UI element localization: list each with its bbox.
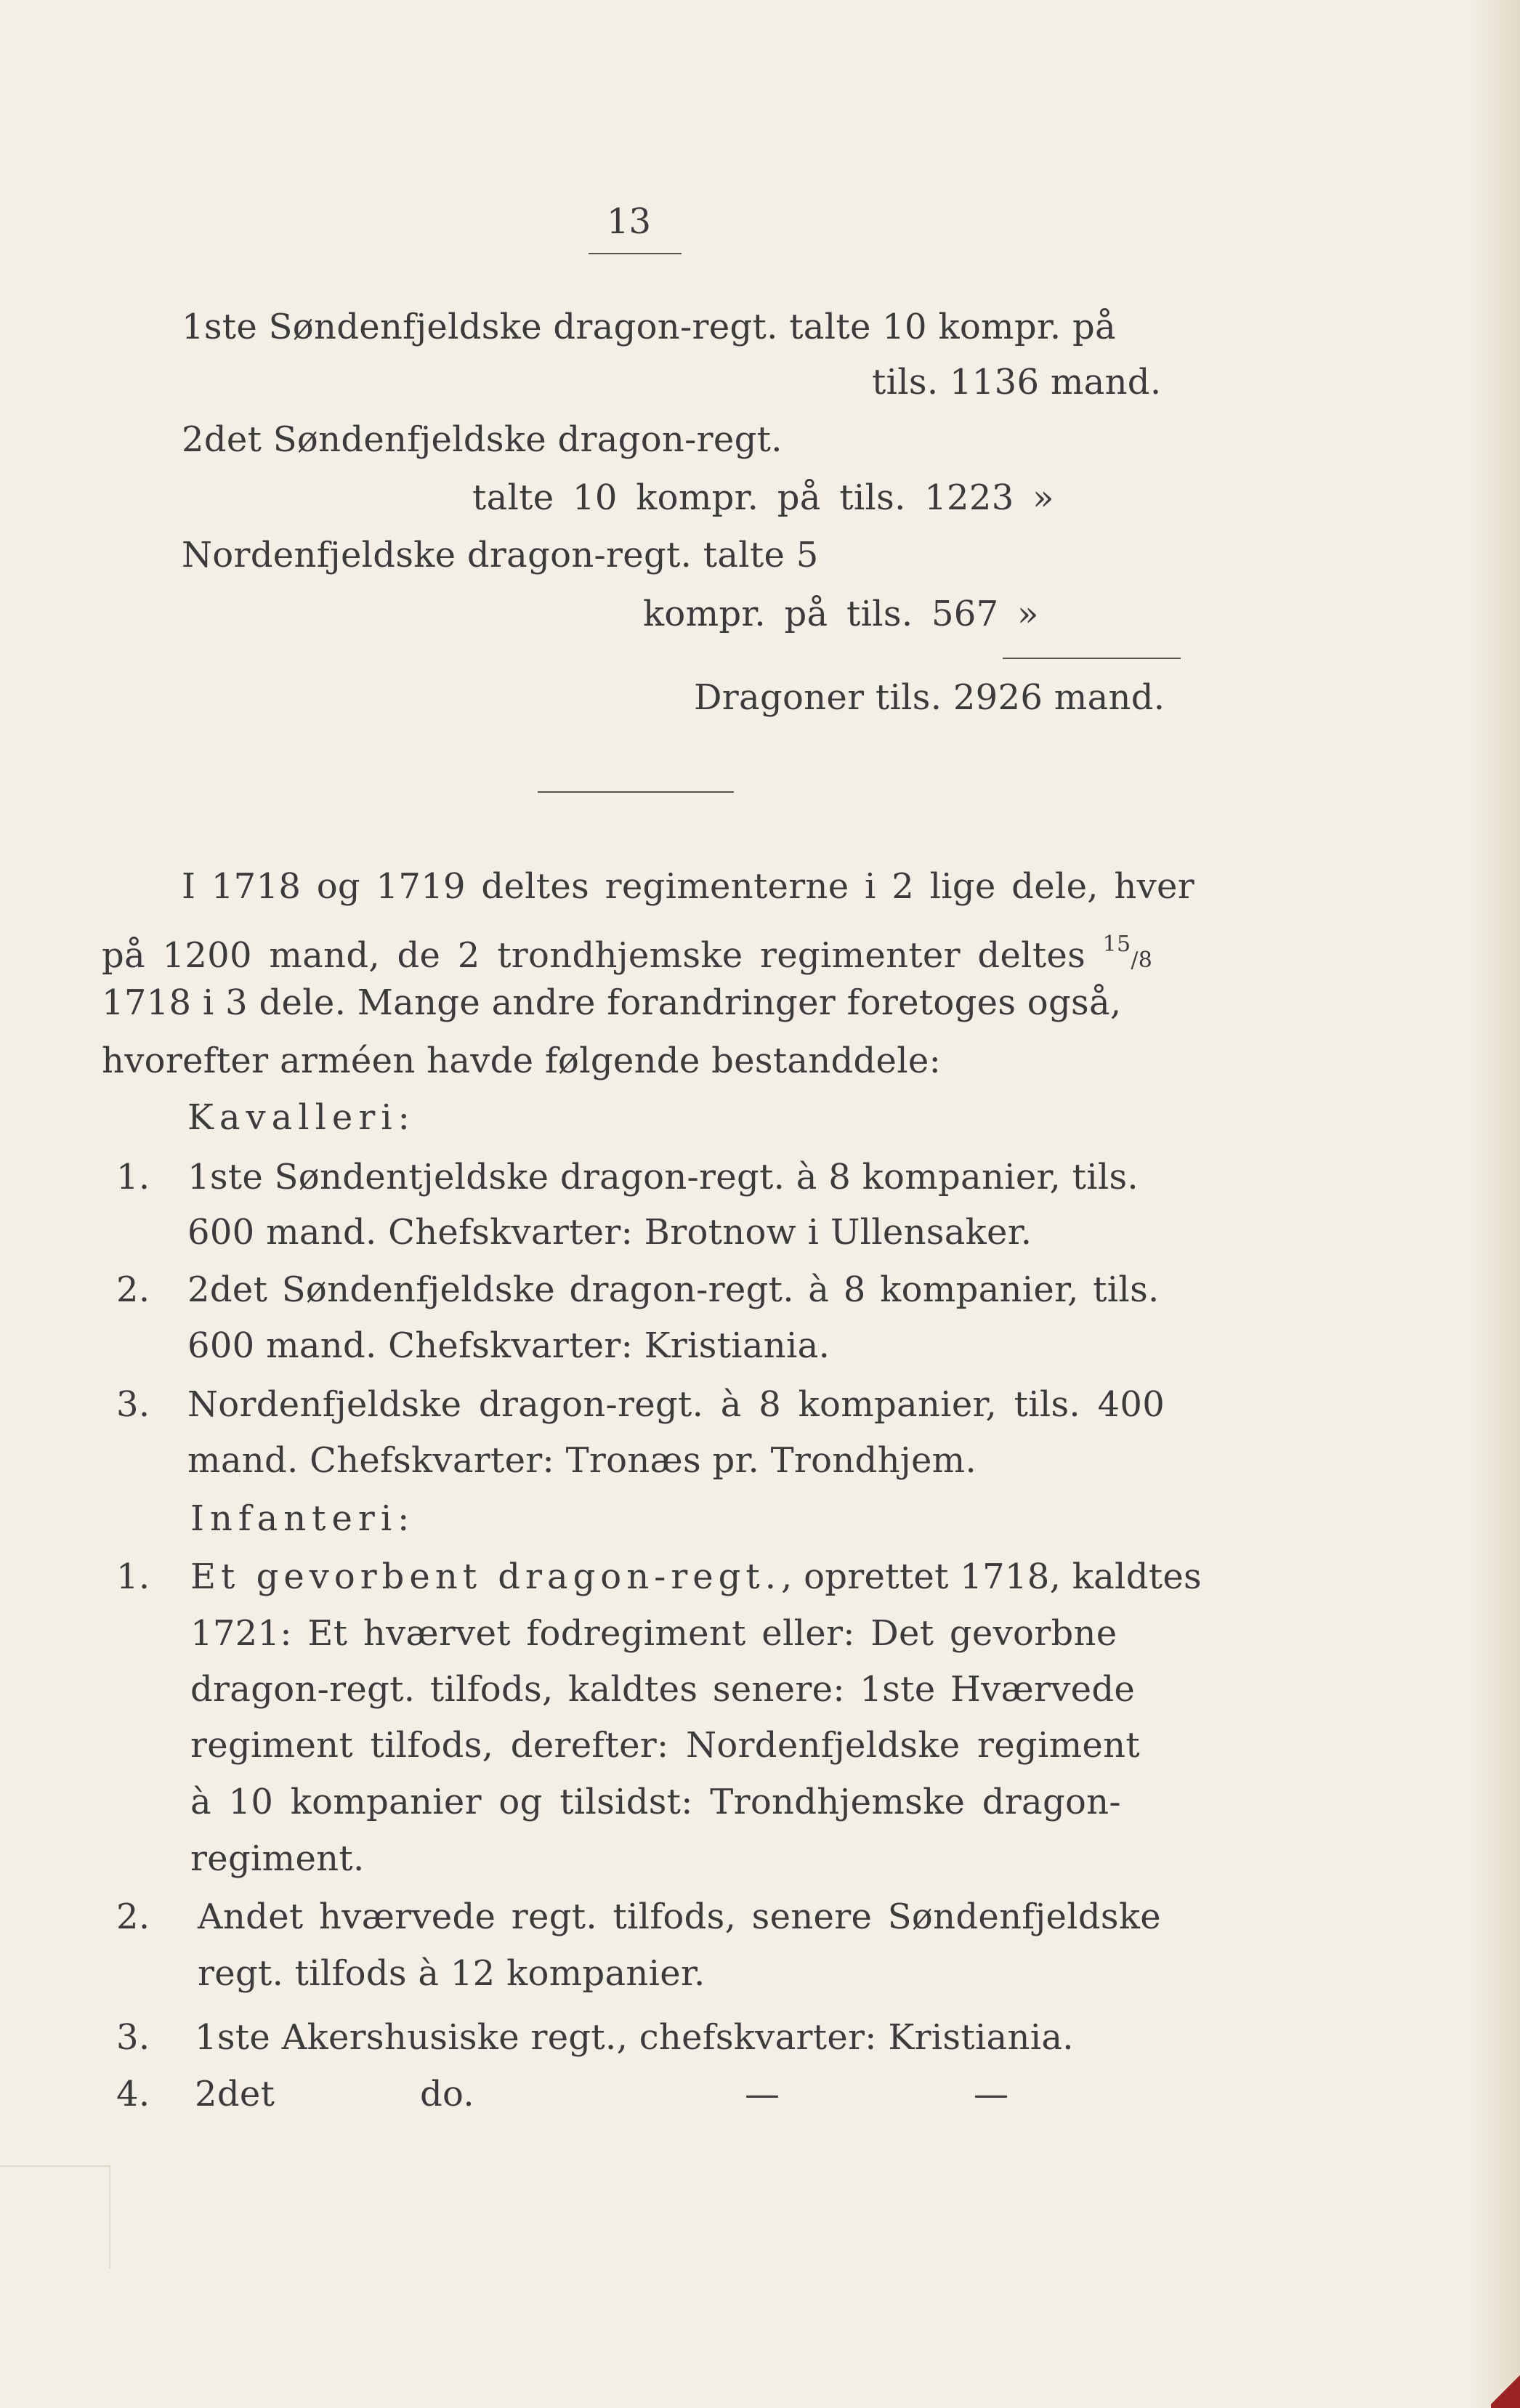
cavalry-item-1-line-2: 600 mand. Chefskvarter: Brotnow i Ullensaker. xyxy=(187,1212,1032,1253)
cavalry-item-2-line-2: 600 mand. Chefskvarter: Kristiania. xyxy=(187,1325,830,1366)
date-month: /8 xyxy=(1131,948,1153,973)
infantry-item-1-line-2: 1721: Et hværvet fodregiment eller: Det gevorbne xyxy=(190,1613,1117,1654)
cavalry-item-3-line-1: Nordenfjeldske dragon-regt. à 8 kompanier, tils. 400 xyxy=(187,1384,1165,1425)
infantry-item-3-line-1: 1ste Akershusiske regt., chefskvarter: Kristiania. xyxy=(195,2017,1074,2058)
infantry-item-1-line-1 xyxy=(190,1555,1202,1599)
infantry-heading: Infanteri: xyxy=(190,1498,416,1539)
infantry-item-4-col-2: do. xyxy=(420,2074,474,2114)
dragoons-line-3: 2det Søndenfjeldske dragon-regt. xyxy=(182,419,783,460)
dragoons-total: Dragoner tils. 2926 mand. xyxy=(694,677,1165,718)
infantry-item-1-number: 1. xyxy=(116,1556,150,1597)
infantry-item-3-number: 3. xyxy=(116,2017,150,2058)
cavalry-item-2-number: 2. xyxy=(116,1269,150,1310)
paragraph-line-4: hvorefter arméen havde følgende bestanddele: xyxy=(102,1041,942,1081)
paragraph-line-2-text: på 1200 mand, de 2 trondhjemske regimenter deltes xyxy=(102,935,1086,976)
cavalry-item-3-number: 3. xyxy=(116,1384,150,1425)
paragraph-line-3: 1718 i 3 dele. Mange andre forandringer foretoges også, xyxy=(102,982,1122,1023)
dragoons-line-2: tils. 1136 mand. xyxy=(872,362,1162,403)
infantry-item-1-line-5: à 10 kompanier og tilsidst: Trondhjemske dragon- xyxy=(190,1782,1121,1822)
cavalry-item-1-number: 1. xyxy=(116,1157,150,1197)
dragoons-line-5: Nordenfjeldske dragon-regt. talte 5 xyxy=(182,535,819,575)
infantry-item-4-col-3: — xyxy=(745,2074,780,2114)
paragraph-line-1: I 1718 og 1719 deltes regimenterne i 2 lige dele, hver xyxy=(182,866,1194,907)
infantry-item-4-col-1: 2det xyxy=(195,2074,275,2114)
corner-mark xyxy=(1491,2372,1520,2408)
page-number: 13 xyxy=(607,201,652,242)
infantry-item-2-line-2: regt. tilfods à 12 kompanier. xyxy=(198,1953,706,1994)
infantry-item-1-line-3: dragon-regt. tilfods, kaldtes senere: 1ste Hværvede xyxy=(190,1669,1136,1710)
dragoons-line-4: talte 10 kompr. på tils. 1223 » xyxy=(472,477,1054,518)
cavalry-item-2-line-1: 2det Søndenfjeldske dragon-regt. à 8 kompanier, tils. xyxy=(187,1269,1160,1310)
section-divider xyxy=(538,791,734,793)
paragraph-line-2 xyxy=(102,923,1152,982)
infantry-item-2-line-1: Andet hværvede regt. tilfods, senere Søndenfjeldske xyxy=(198,1896,1161,1937)
page-edge-shadow xyxy=(1469,0,1520,2408)
infantry-item-1-line-6: regiment. xyxy=(190,1838,365,1879)
infantry-item-4-number: 4. xyxy=(116,2074,150,2114)
cavalry-item-1-line-1: 1ste Søndentjeldske dragon-regt. à 8 kompanier, tils. xyxy=(187,1157,1139,1197)
page-number-rule xyxy=(589,253,682,254)
infantry-item-1-line-1-rest: , oprettet 1718, kaldtes xyxy=(780,1556,1202,1597)
date-day: 15 xyxy=(1102,932,1131,957)
infantry-item-4-col-4: — xyxy=(974,2074,1009,2114)
cavalry-heading: Kavalleri: xyxy=(187,1097,416,1138)
cavalry-item-3-line-2: mand. Chefskvarter: Tronæs pr. Trondhjem. xyxy=(187,1440,977,1481)
infantry-item-1-title: Et gevorbent dragon-regt. xyxy=(190,1556,781,1597)
infantry-item-1-line-4: regiment tilfods, derefter: Nordenfjeldske regiment xyxy=(190,1725,1140,1766)
scan-mark xyxy=(0,2165,110,2268)
dragoons-line-1: 1ste Søndenfjeldske dragon-regt. talte 10 kompr. på xyxy=(182,307,1116,347)
infantry-item-2-number: 2. xyxy=(116,1896,150,1937)
sum-rule xyxy=(1003,658,1181,659)
dragoons-line-6: kompr. på tils. 567 » xyxy=(643,594,1039,634)
